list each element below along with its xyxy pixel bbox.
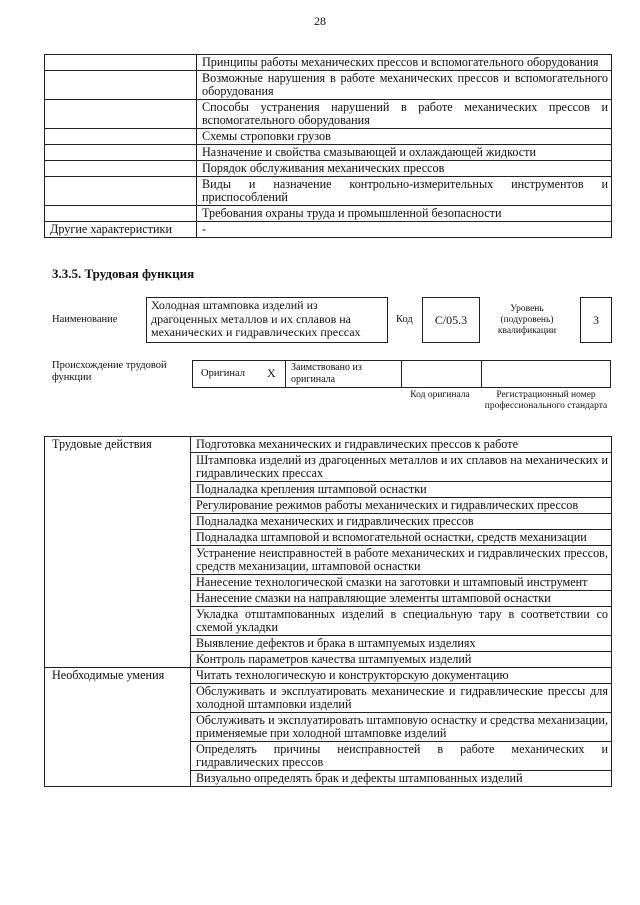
knowledge-item: Виды и назначение контрольно-измерительных инструментов и приспособлений xyxy=(197,177,612,206)
table-row xyxy=(45,145,612,161)
skill-item: Читать технологическую и конструкторскую документацию xyxy=(191,668,612,684)
table-row xyxy=(45,177,612,206)
code-box xyxy=(422,297,480,343)
row-label-cell xyxy=(45,71,197,100)
row-label-cell xyxy=(45,55,197,71)
other-characteristics-label: Другие характеристики xyxy=(45,222,197,238)
action-item: Контроль параметров качества штампуемых изделий xyxy=(191,652,612,668)
code-caption: Код оригинала xyxy=(410,390,470,400)
table-row xyxy=(45,100,612,129)
code-value: C/05.3 xyxy=(434,313,468,327)
knowledge-item: Порядок обслуживания механических прессов xyxy=(197,161,612,177)
skill-item: Визуально определять брак и дефекты штампованных изделий xyxy=(191,771,612,787)
divider xyxy=(401,361,402,387)
knowledge-item: Принципы работы механических прессов и вспомогательного оборудования xyxy=(197,55,612,71)
knowledge-table xyxy=(44,54,612,238)
origin-label: Происхождение трудовой функции xyxy=(52,360,167,383)
table-row xyxy=(45,437,612,453)
row-label-cell xyxy=(45,129,197,145)
table-row xyxy=(45,71,612,100)
action-item: Укладка отштампованных изделий в специальную тару в соответствии со схемой укладки xyxy=(191,607,612,636)
function-name-box xyxy=(146,297,388,343)
table-row xyxy=(45,161,612,177)
action-item: Устранение неисправностей в работе механических и гидравлических прессов, средств механизации, штамповой оснастки xyxy=(191,546,612,575)
function-details-table xyxy=(44,436,612,787)
borrowed-label: Заимствовано из оригинала xyxy=(291,362,362,385)
row-label-cell xyxy=(45,177,197,206)
action-item: Регулирование режимов работы механических и гидравлических прессов xyxy=(191,498,612,514)
divider xyxy=(285,361,286,387)
origin-box xyxy=(192,360,611,388)
required-skills-label: Необходимые умения xyxy=(45,668,191,787)
knowledge-item: Схемы строповки грузов xyxy=(197,129,612,145)
skill-item: Обслуживать и эксплуатировать штамповую оснастку и средства механизации, применяемые при холодной штамповке изделий xyxy=(191,713,612,742)
section-title: 3.3.5. Трудовая функция xyxy=(52,266,195,281)
skill-item: Обслуживать и эксплуатировать механические и гидравлические прессы для холодной штамповки изделий xyxy=(191,684,612,713)
page-number: 28 xyxy=(314,14,326,28)
knowledge-item: Назначение и свойства смазывающей и охлаждающей жидкости xyxy=(197,145,612,161)
table-row xyxy=(45,55,612,71)
divider xyxy=(481,361,482,387)
table-row xyxy=(45,206,612,222)
row-label-cell xyxy=(45,161,197,177)
labor-actions-label: Трудовые действия xyxy=(45,437,191,668)
action-item: Нанесение технологической смазки на заготовки и штамповый инструмент xyxy=(191,575,612,591)
row-label-cell xyxy=(45,206,197,222)
registration-caption: Регистрационный номер профессионального стандарта xyxy=(484,390,608,411)
action-item: Подналадка механических и гидравлических прессов xyxy=(191,514,612,530)
other-characteristics-value: - xyxy=(197,222,612,238)
function-name-value: Холодная штамповка изделий из драгоценных металлов и их сплавов на механических и гидравлических прессах xyxy=(151,298,361,339)
code-label: Код xyxy=(396,314,413,325)
action-item: Подналадка крепления штамповой оснастки xyxy=(191,482,612,498)
table-row xyxy=(45,668,612,684)
original-mark: X xyxy=(267,366,276,380)
action-item: Подналадка штамповой и вспомогательной оснастки, средств механизации xyxy=(191,530,612,546)
action-item: Подготовка механических и гидравлических прессов к работе xyxy=(191,437,612,453)
table-row xyxy=(45,129,612,145)
name-label: Наименование xyxy=(52,314,118,325)
level-box xyxy=(580,297,612,343)
level-label: Уровень (подуровень) квалификации xyxy=(497,304,557,336)
skill-item: Определять причины неисправностей в работе механических и гидравлических прессов xyxy=(191,742,612,771)
level-value: 3 xyxy=(593,313,599,327)
knowledge-item: Способы устранения нарушений в работе механических прессов и вспомогательного оборудования xyxy=(197,100,612,129)
table-row xyxy=(45,222,612,238)
knowledge-item: Возможные нарушения в работе механических прессов и вспомогательного оборудования xyxy=(197,71,612,100)
original-label: Оригинал xyxy=(201,368,245,379)
row-label-cell xyxy=(45,100,197,129)
row-label-cell xyxy=(45,145,197,161)
action-item: Штамповка изделий из драгоценных металлов и их сплавов на механических и гидравлических прессах xyxy=(191,453,612,482)
action-item: Выявление дефектов и брака в штампуемых изделиях xyxy=(191,636,612,652)
action-item: Нанесение смазки на направляющие элементы штамповой оснастки xyxy=(191,591,612,607)
knowledge-item: Требования охраны труда и промышленной безопасности xyxy=(197,206,612,222)
